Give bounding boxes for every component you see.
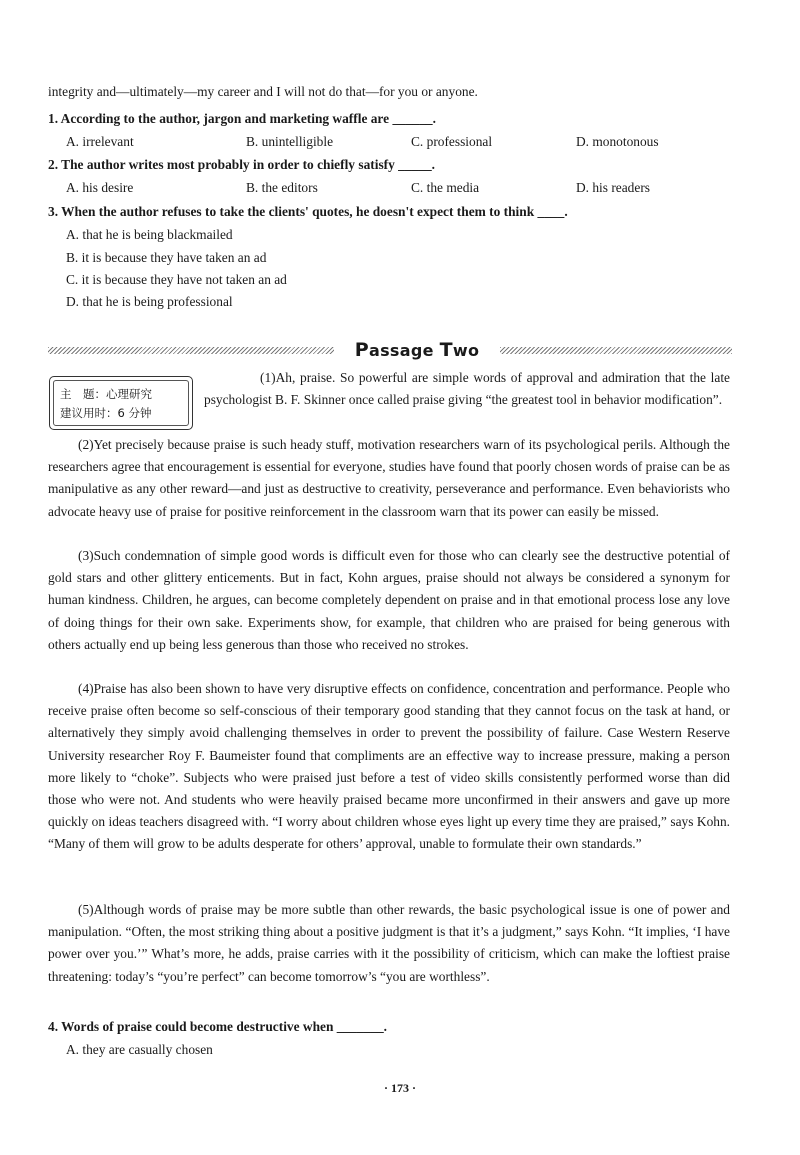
question-3-option-a[interactable]: A. that he is being blackmailed [66,227,233,242]
passage-title-row [48,338,732,362]
title-hatch-right [500,347,732,354]
question-4 [48,1016,387,1038]
passage-paragraph-1: (1)Ah, praise. So powerful are simple words of approval and admiration that the late psychologist B. F. Skinner once called praise giving “the greatest tool in behavior modification”. [204,370,730,408]
question-2-number: 2. [48,157,59,172]
page-number: · 173 · [383,1081,416,1095]
question-1-option-b[interactable]: B. unintelligible [246,134,334,149]
question-3 [48,201,568,223]
question-3-option-d[interactable]: D. that he is being professional [66,294,233,309]
title-hatch-left [48,347,334,354]
question-2-option-a[interactable]: A. his desire [66,180,134,195]
passage-paragraph-5: (5)Although words of praise may be more subtle than other rewards, the basic psychological issue is one of power and manipulation. “Often, the most striking thing about a positive judgment is that it’s a judgment,” says Kohn. “It implies, ‘I have power over you.’” What’s more, he adds, praise carries with it the possibility of criticism, which can make the loftiest praise threatening: today’s “you’re perfect” can become tomorrow’s “you are worthless”. [48,902,730,984]
question-1-stem: According to the author, jargon and marketing waffle are [60,111,390,126]
question-1-blank: ______. [392,111,436,126]
info-suggested-time: 建议用时：6 分钟 [60,406,152,420]
question-3-number: 3. [48,204,59,219]
question-4-stem: Words of praise could become destructive when [61,1019,334,1034]
question-2-option-b[interactable]: B. the editors [246,180,318,195]
passage-title-initial-2: T [439,339,453,361]
passage-info-box [49,376,193,430]
question-4-number: 4. [48,1019,59,1034]
info-topic: 主 题：心理研究 [60,387,152,401]
question-4-blank: _______. [336,1019,387,1034]
question-3-option-b[interactable]: B. it is because they have taken an ad [66,250,267,265]
question-2-option-d[interactable]: D. his readers [576,180,650,195]
question-2 [48,154,435,176]
passage-paragraph-3: (3)Such condemnation of simple good words is difficult even for those who can clearly see the destructive potential of gold stars and other glittery enticements. But in fact, Kohn argues, praise should not always be considered a synonym for human kindness. Children, he argues, can become completely dependent on praise and in that emotional process lose any love of doing things for their own sake. Experiments show, for example, that children who are praised for being generous with others actually end up being less generous than those who received no strokes. [48,548,730,652]
question-3-stem: When the author refuses to take the clients' quotes, he doesn't expect them to think [61,204,535,219]
question-2-option-c[interactable]: C. the media [411,180,480,195]
passage-paragraph-2: (2)Yet precisely because praise is such heady stuff, motivation researchers warn of its psychological perils. Although the researchers agree that encouragement is essential for everyone, studies have found that poorly chosen words of praise can be as manipulative as any other reward—and just as destructive to creativity, perseverance and performance. Even behaviorists who advocate heavy use of praise for positive reinforcement in the classroom warn that its power can easily be missed. [48,437,730,519]
question-1-number: 1. [48,111,59,126]
passage-title-word: assage [368,341,434,360]
question-1-option-d[interactable]: D. monotonous [576,134,659,149]
question-1-option-a[interactable]: A. irrelevant [66,134,134,149]
passage-title-initial: P [354,339,369,361]
passage-title-word-2: wo [452,341,480,360]
question-2-blank: _____. [398,157,435,172]
question-3-option-c[interactable]: C. it is because they have not taken an ad [66,272,287,287]
question-1 [48,108,436,130]
question-4-option-a[interactable]: A. they are casually chosen [66,1042,213,1057]
passage-title [337,338,497,363]
passage-paragraph-4: (4)Praise has also been shown to have very disruptive effects on confidence, concentration and performance. People who receive praise often become so self-conscious of their temporary good standing that they cannot focus on the task at hand, or alternatively they simply avoid challenging themselves in order to prevent the possibility of failure. Case Western Reserve University researcher Roy F. Baumeister found that compliments are an effective way to increase pressure, making a person more likely to “choke”. Subjects who were praised just before a test of video skills consistently performed worse than did those who were not. And students who were heavily praised became more unconfirmed in their answers and gave up more quickly on ideas teachers disagreed with. “I worry about children whose eyes light up every time they are praised,” says Kohn. “Many of them will grow to be adults desperate for others’ approval, unable to formulate their own standards.” [48,681,730,852]
question-2-stem: The author writes most probably in order to chiefly satisfy [61,157,395,172]
question-3-blank: ____. [537,204,568,219]
question-1-option-c[interactable]: C. professional [411,134,493,149]
continued-text-line: integrity and—ultimately—my career and I will not do that—for you or anyone. [48,84,478,99]
